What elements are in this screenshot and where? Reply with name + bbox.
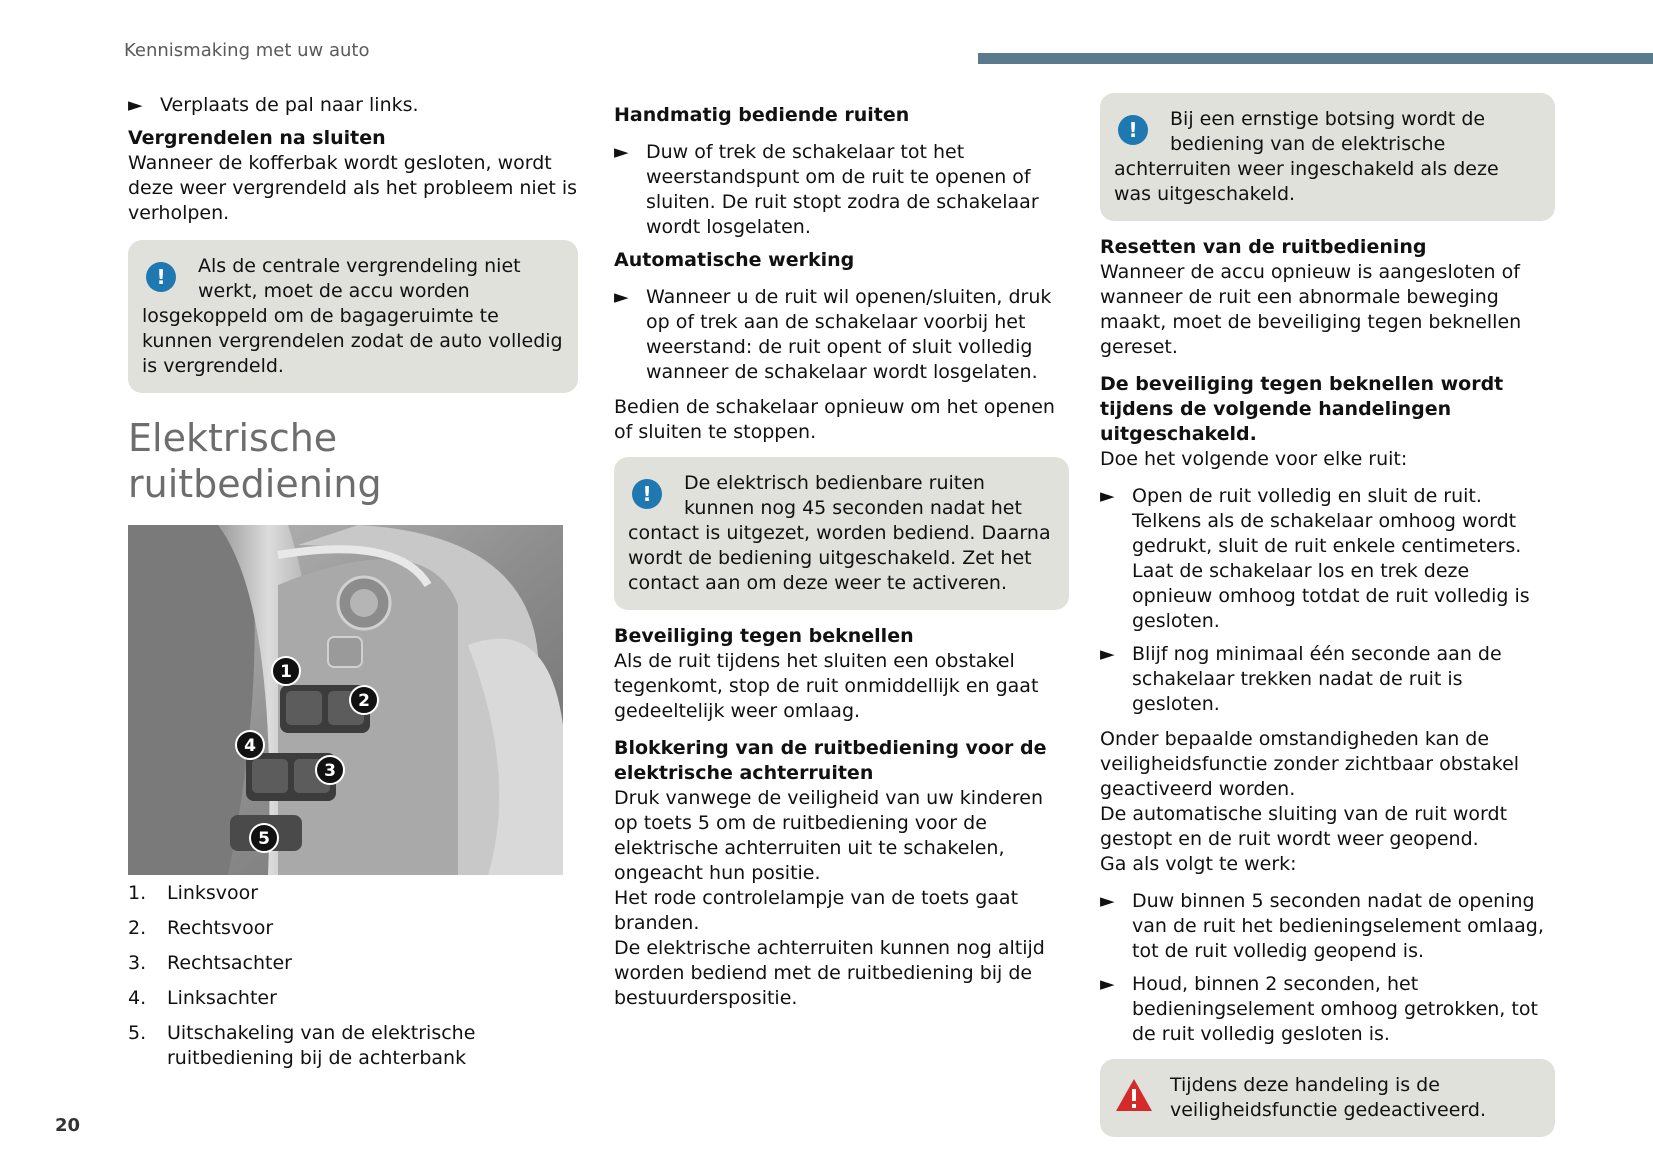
- heading-manual: Handmatig bediende ruiten: [614, 104, 910, 126]
- header-accent-bar: [978, 53, 1653, 64]
- column-right: [1100, 93, 1555, 1137]
- bullet-item: ► Duw binnen 5 seconden nadat de opening van de ruit het bedieningselement omlaag, tot de ruit volledig geopend is.: [1100, 890, 1544, 962]
- info-icon: !: [632, 479, 662, 509]
- heading-reset: Resetten van de ruitbediening: [1100, 236, 1427, 258]
- bullet-item: ► Verplaats de pal naar links.: [128, 94, 419, 116]
- column-left: [128, 93, 578, 1081]
- bullet-item: ► Houd, binnen 2 seconden, het bedieningselement omhoog getrokken, tot de ruit volledig gesloten is.: [1100, 973, 1538, 1045]
- paragraph: Wanneer de accu opnieuw is aangesloten of wanneer de ruit een abnormale beweging maakt, moet de beveiliging tegen beknellen gereset.: [1100, 261, 1522, 358]
- heading-automatic: Automatische werking: [614, 249, 855, 271]
- paragraph: Onder bepaalde omstandigheden kan de veiligheidsfunctie zonder zichtbaar obstakel geactiveerd worden.: [1100, 728, 1520, 800]
- callout-3: 3: [324, 761, 336, 781]
- bullet-arrow-icon: ►: [1100, 485, 1115, 507]
- heading-anti-pinch: Beveiliging tegen beknellen: [614, 625, 914, 647]
- bullet-item: ► Blijf nog minimaal één seconde aan de schakelaar trekken nadat de ruit is gesloten.: [1100, 643, 1502, 715]
- callout-5: 5: [258, 829, 270, 849]
- info-note: ! De elektrisch bedienbare ruiten kunnen nog 45 seconden nadat het contact is uitgezet, worden bediend. Daarna wordt de bediening uitgeschakeld. Zet het contact aan om deze weer te activeren.: [614, 457, 1069, 610]
- paragraph: Bedien de schakelaar opnieuw om het openen of sluiten te stoppen.: [614, 396, 1055, 443]
- bullet-item: ► Duw of trek de schakelaar tot het weerstandspunt om de ruit te openen of sluiten. De ruit stopt zodra de schakelaar wordt losgelaten.: [614, 141, 1039, 238]
- bullet-arrow-icon: ►: [1100, 643, 1115, 665]
- bullet-item: ► Wanneer u de ruit wil openen/sluiten, druk op of trek aan de schakelaar voorbij het weerstand: de ruit opent of sluit volledig wanneer de schakelaar wordt losgelaten.: [614, 286, 1052, 383]
- callout-2: 2: [358, 691, 370, 711]
- bullet-arrow-icon: ►: [614, 286, 629, 308]
- paragraph: Wanneer de kofferbak wordt gesloten, wordt deze weer vergrendeld als het probleem niet is verholpen.: [128, 152, 578, 224]
- column-middle: [614, 103, 1069, 1011]
- window-switch-photo: [128, 525, 563, 875]
- callout-1: 1: [280, 662, 292, 682]
- warning-icon: [1114, 1077, 1154, 1113]
- list-item: 5. Uitschakeling van de elektrische ruitbediening bij de achterbank: [128, 1022, 476, 1069]
- list-item: 1. Linksvoor: [128, 882, 259, 904]
- heading-rear-lock: Blokkering van de ruitbediening voor de elektrische achterruiten: [614, 737, 1047, 784]
- paragraph: De automatische sluiting van de ruit wordt gestopt en de ruit wordt weer geopend.: [1100, 803, 1508, 850]
- bullet-item: ► Open de ruit volledig en sluit de ruit. Telkens als de schakelaar omhoog wordt gedrukt, sluit de ruit enkele centimeters. Laat de schakelaar los en trek deze opnieuw omhoog totdat de ruit volledig is gesloten.: [1100, 485, 1530, 632]
- callout-4: 4: [244, 736, 256, 756]
- heading-lock-after-close: Vergrendelen na sluiten: [128, 127, 386, 149]
- bullet-arrow-icon: ►: [614, 141, 629, 163]
- bullet-arrow-icon: ►: [1100, 973, 1115, 995]
- paragraph: De elektrische achterruiten kunnen nog altijd worden bediend met de ruitbediening bij de bestuurderspositie.: [614, 937, 1045, 1009]
- door-panel-illustration: [128, 525, 563, 875]
- list-item: 2. Rechtsvoor: [128, 917, 274, 939]
- info-note: ! Als de centrale vergrendeling niet werkt, moet de accu worden losgekoppeld om de bagageruimte te kunnen vergrendelen zodat de auto volledig is vergrendeld.: [128, 240, 578, 393]
- page-number: 20: [55, 1115, 81, 1136]
- warning-note: Tijdens deze handeling is de veiligheidsfunctie gedeactiveerd.: [1100, 1059, 1555, 1137]
- heading-disabled: De beveiliging tegen beknellen wordt tijdens de volgende handelingen uitgeschakeld.: [1100, 373, 1504, 445]
- paragraph: Als de ruit tijdens het sluiten een obstakel tegenkomt, stop de ruit onmiddellijk en gaat gedeeltelijk weer omlaag.: [614, 650, 1039, 722]
- list-item: 4. Linksachter: [128, 987, 277, 1009]
- paragraph: Druk vanwege de veiligheid van uw kinderen op toets 5 om de ruitbediening voor de elektrische achterruiten uit te schakelen, ongeacht hun positie.: [614, 787, 1043, 884]
- info-icon: !: [1118, 115, 1148, 145]
- info-icon: !: [146, 262, 176, 292]
- paragraph: Het rode controlelampje van de toets gaat branden.: [614, 887, 1019, 934]
- bullet-arrow-icon: ►: [1100, 890, 1115, 912]
- list-item: 3. Rechtsachter: [128, 952, 292, 974]
- running-header: Kennismaking met uw auto: [124, 40, 370, 61]
- bullet-arrow-icon: ►: [128, 94, 143, 116]
- info-note: ! Bij een ernstige botsing wordt de bediening van de elektrische achterruiten weer ingeschakeld als deze was uitgeschakeld.: [1100, 93, 1555, 221]
- section-title: Elektrische ruitbediening: [128, 416, 382, 506]
- paragraph: Ga als volgt te werk:: [1100, 853, 1297, 875]
- paragraph: Doe het volgende voor elke ruit:: [1100, 448, 1408, 470]
